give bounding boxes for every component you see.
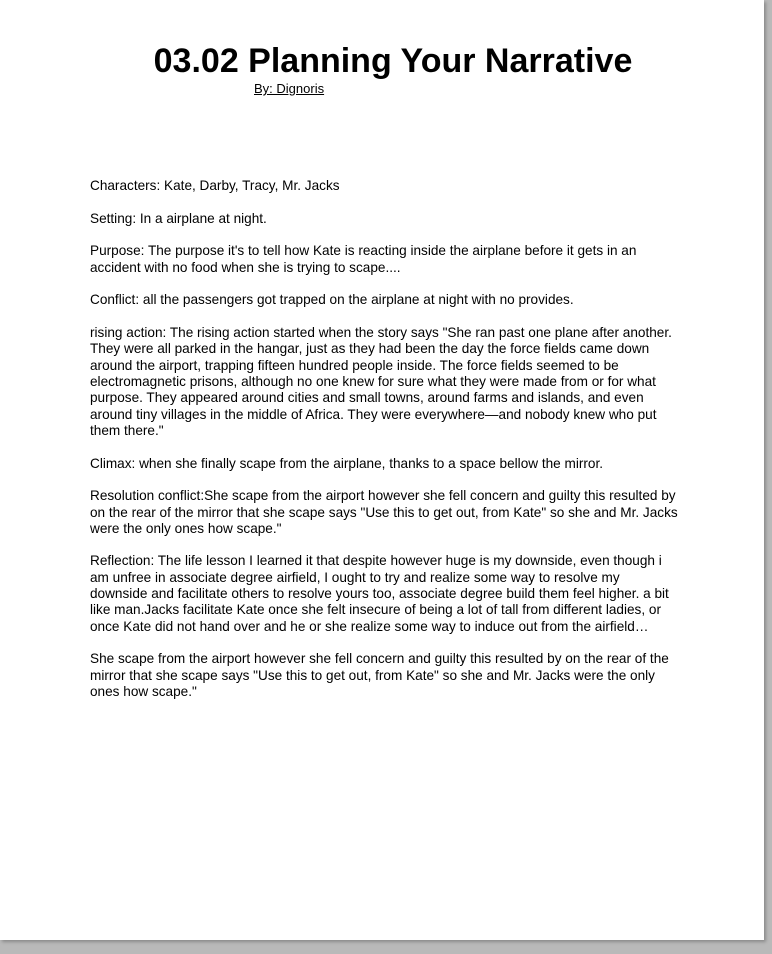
setting-paragraph: Setting: In a airplane at night.: [90, 210, 267, 226]
resolution-paragraph: Resolution conflict:She scape from the airport however she fell concern and guilty this resulted by on the rear of the mirror that she scape says "Use this to get out, from Kate" so she and Mr. Jacks were the only ones how scape.": [90, 488, 678, 536]
author-byline: By: Dignoris: [254, 81, 325, 96]
reflection-paragraph: Reflection: The life lesson I learned it that despite however huge is my downside, even though i am unfree in associate degree airfield, I ought to try and realize some way to resolve my downside and facilitate others to resolve yours too, associate degree build them feel higher. a bit like man.Jacks facilitate Kate once she felt insecure of being a lot of tall from different ladies, or once Kate did not hand over and he or she realize some way to induce out from the airfield…: [90, 553, 669, 634]
document-title: 03.02 Planning Your Narrative: [153, 42, 633, 80]
document-body: [90, 178, 680, 717]
characters-paragraph: Characters: Kate, Darby, Tracy, Mr. Jacks: [90, 178, 340, 193]
conflict-paragraph: Conflict: all the passengers got trapped on the airplane at night with no provides.: [90, 292, 574, 308]
climax-paragraph: Climax: when she finally scape from the airplane, thanks to a space bellow the mirror.: [90, 455, 604, 471]
purpose-paragraph: Purpose: The purpose it's to tell how Kate is reacting inside the airplane before it gets in an accident with no food when she is trying to scape....: [90, 243, 637, 275]
closing-paragraph: She scape from the airport however she fell concern and guilty this resulted by on the rear of the mirror that she scape says "Use this to get out, from Kate" so she and Mr. Jacks were the only ones how scape.": [90, 651, 669, 699]
rising-action-paragraph: rising action: The rising action started when the story says "She ran past one plane after another. They were all parked in the hangar, just as they had been the day the force fields came down around the airport, trapping fifteen hundred people inside. The force fields seemed to be electromagnetic prisons, although no one knew for sure what they were made from or for what purpose. They appeared around cities and small towns, around farms and islands, and even around tiny villages in the middle of Africa. They were everywhere—and nobody knew who put them there.": [90, 325, 672, 438]
